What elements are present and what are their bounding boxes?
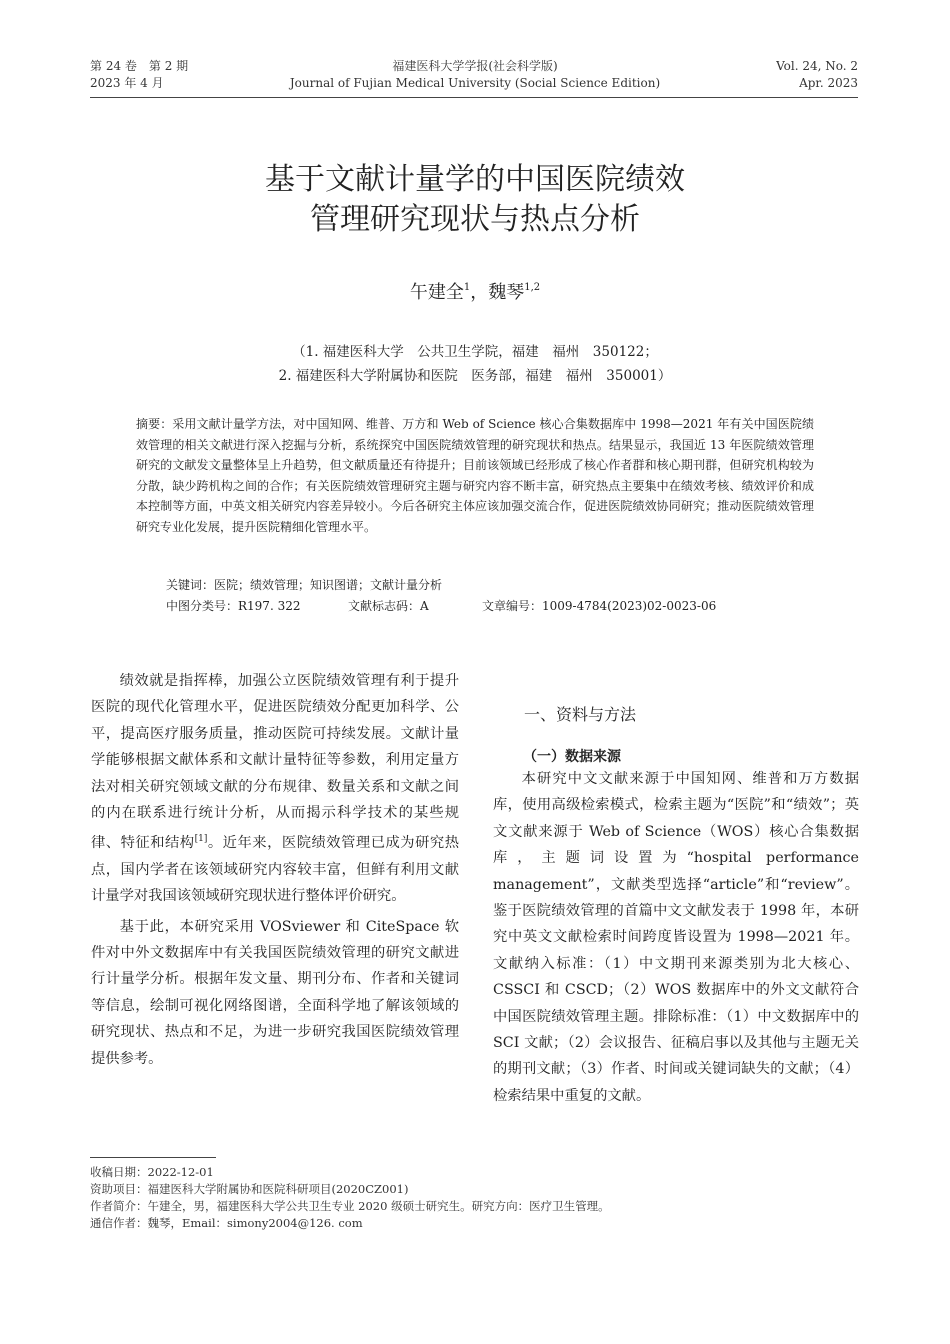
body-paragraph: 基于此，本研究采用 VOSviewer 和 CiteSpace 软件对中外文数据库中有关我国医院绩效管理的研究文献进行计量学分析。根据年发文量、期刊分布、作者和关键词等信息，绘制可视化网络图谱，全面科学地了解该领域的研究现状、热点和不足，为进一步研究我国医院绩效管理提供参考。 <box>91 918 459 1067</box>
journal-name-cn: 福建医科大学学报(社会科学版) <box>392 59 558 73</box>
running-header-left <box>90 58 188 92</box>
article-number: 文章编号：1009-4784(2023)02-0023-06 <box>482 599 717 613</box>
affiliation-line: 2. 福建医科大学附属协和医院 医务部，福建 福州 350001） <box>278 368 672 384</box>
body-left-column <box>91 668 459 1072</box>
body-paragraph: 本研究中文文献来源于中国知网、维普和万方数据库，使用高级检索模式，检索主题为“医院”和“绩效”；英文文献来源于 Web of Science（WOS）核心合集数据库，主题词设置为“hospital performance management”，文献类型选择“article”和“review”。鉴于医院绩效管理的首篇中文文献发表于 1998 年，本研究中英文文献检索时间跨度皆设置为 1998—2021 年。文献纳入标准：（1）中文期刊来源类别为北大核心、CSSCI 和 CSCD；（2）WOS 数据库中的外文文献符合中国医院绩效管理主题。排除标准：（1）中文数据库中的 SCI 文献；（2）会议报告、征稿启事以及其他与主题无关的期刊文献；（3）作者、时间或关键词缺失的文献；（4）检索结果中重复的文献。 <box>493 771 859 1104</box>
footnote-corresponding: 通信作者：魏琴，Email：simony2004@126. com <box>90 1216 363 1230</box>
clc-number: 中图分类号：R197. 322 <box>166 599 301 613</box>
volume-issue: 第 24 卷 第 2 期 <box>90 59 189 73</box>
issue-date-en: Apr. 2023 <box>799 76 858 90</box>
header-divider <box>90 97 858 98</box>
volume-issue-en: Vol. 24, No. 2 <box>776 59 858 73</box>
footnote-author-bio: 作者简介：午建全，男，福建医科大学公共卫生专业 2020 级硕士研究生。研究方向：医疗卫生管理。 <box>90 1199 610 1213</box>
journal-name-en: Journal of Fujian Medical University (Social Science Edition) <box>289 76 661 90</box>
author-affil-mark: 1,2 <box>524 282 541 293</box>
footnote-divider <box>90 1157 216 1158</box>
abstract: 摘要：采用文献计量学方法，对中国知网、维普、万方和 Web of Science 核心合集数据库中 1998—2021 年有关中国医院绩效管理的相关文献进行深入挖掘与分析，系统探究中国医院绩效管理的研究现状和热点。结果显示，我国近 13 年医院绩效管理研究的文献发文量整体呈上升趋势，但文献质量还有待提升；目前该领域已经形成了核心作者群和核心期刊群，但研究机构较为分散，缺少跨机构之间的合作；有关医院绩效管理研究主题与研究内容不断丰富，研究热点主要集中在绩效考核、绩效评价和成本控制等方面，中英文相关研究内容差异较小。今后各研究主体应该加强交流合作，促进医院绩效协同研究；推动医院绩效管理研究专业化发展，提升医院精细化管理水平。 <box>136 417 814 534</box>
document-code: 文献标志码：A <box>348 599 429 613</box>
body-right-column <box>493 744 859 1109</box>
author-separator: ， <box>470 282 489 303</box>
footnote-funding: 资助项目：福建医科大学附属协和医院科研项目(2020CZ001) <box>90 1182 409 1196</box>
affiliations <box>90 340 860 388</box>
section-heading: 一、资料与方法 <box>524 705 637 724</box>
keywords: 关键词：医院；绩效管理；知识图谱；文献计量分析 <box>166 578 443 592</box>
author-name: 魏琴 <box>488 282 525 303</box>
footnotes <box>90 1164 610 1232</box>
running-header-right <box>776 58 858 92</box>
affiliation-line: （1. 福建医科大学 公共卫生学院，福建 福州 350122； <box>292 344 658 360</box>
body-paragraph <box>91 668 459 910</box>
paper-title <box>90 160 860 240</box>
author-list <box>90 278 860 304</box>
paragraph-text: 。近年来，医院绩效管理已成为研究热点，国内学者在该领域研究内容较丰富，但鲜有利用文献计量学对我国该领域研究现状进行整体评价研究。 <box>91 835 460 905</box>
citation-ref[interactable]: [1] <box>194 834 208 845</box>
issue-date: 2023 年 4 月 <box>90 76 164 90</box>
title-line-1: 基于文献计量学的中国医院绩效 <box>265 162 685 197</box>
title-line-2: 管理研究现状与热点分析 <box>310 202 640 237</box>
classification-line <box>166 597 716 614</box>
running-header-center <box>250 58 700 92</box>
author-name: 午建全 <box>409 282 464 303</box>
paragraph-text: 绩效就是指挥棒，加强公立医院绩效管理有利于提升医院的现代化管理水平，促进医院绩效分配更加科学、公平，提高医疗服务质量，推动医院可持续发展。文献计量学能够根据文献体系和文献计量特征等参数，利用定量方法对相关研究领域文献的分布规律、数量关系和文献之间的内在联系进行统计分析，从而揭示科学技术的某些规律、特征和结构 <box>91 673 459 852</box>
footnote-received: 收稿日期：2022-12-01 <box>90 1165 214 1179</box>
subsection-heading: （一）数据来源 <box>523 749 621 765</box>
author-affil-mark: 1 <box>463 282 471 293</box>
